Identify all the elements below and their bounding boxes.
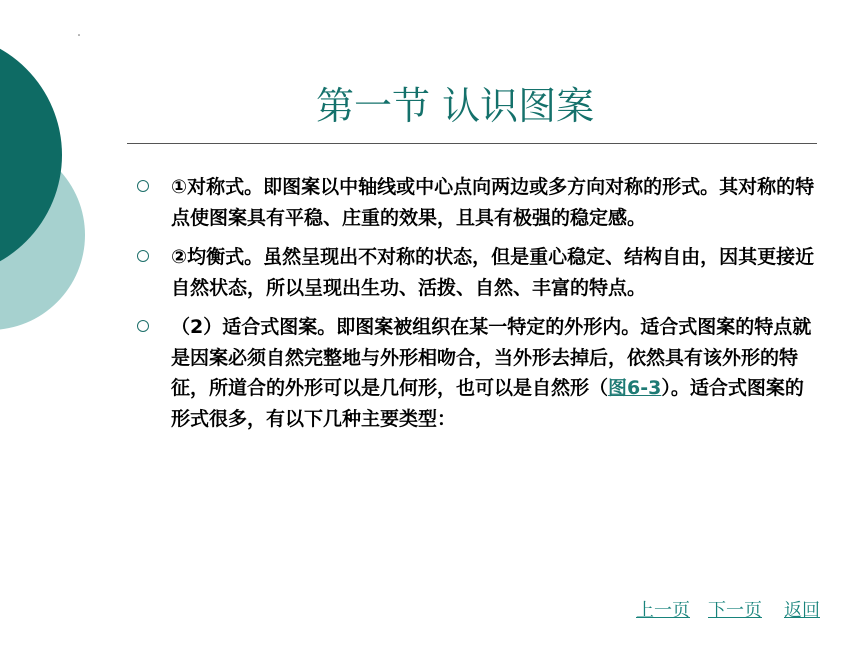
slide-title: 第一节 认识图案 xyxy=(316,84,595,128)
bullet-circle-icon xyxy=(137,250,149,262)
light-teal-circle xyxy=(0,140,85,330)
figure-link[interactable]: 图6-3 xyxy=(608,377,662,399)
bullet-circle-icon xyxy=(137,320,149,332)
bullet-item-symmetric xyxy=(137,172,817,233)
bullet-item-adaptive xyxy=(137,312,817,434)
bullet-list xyxy=(137,172,817,443)
dot-mark xyxy=(78,34,80,36)
bullet-text: ①对称式。即图案以中轴线或中心点向两边或多方向对称的形式。其对称的特点使图案具有平稳、庄重的效果，且具有极强的稳定感。 xyxy=(171,176,815,229)
back-link[interactable]: 返回 xyxy=(784,600,820,621)
bullet-text-before: （2）适合式图案。即图案被组织在某一特定的外形内。适合式图案的特点就是因案必须自然完整地与外形相吻合，当外形去掉后，依然具有该外形的特征，所道合的外形可以是几何形，也可以是自然形（ xyxy=(171,316,812,399)
bullet-text-after: ）。适合式图案的形式很多，有以下几种主要类型： xyxy=(171,377,804,430)
bullet-text: ②均衡式。虽然呈现出不对称的状态，但是重心稳定、结构自由，因其更接近自然状态，所以呈现出生功、活拨、自然、丰富的特点。 xyxy=(171,246,815,299)
slide-navigation xyxy=(636,596,820,622)
title-divider xyxy=(127,143,817,144)
prev-page-link[interactable]: 上一页 xyxy=(636,600,690,621)
next-page-link[interactable]: 下一页 xyxy=(708,600,762,621)
bullet-item-balanced xyxy=(137,242,817,303)
bullet-text xyxy=(171,312,817,434)
decorative-circles xyxy=(0,0,140,400)
dark-teal-circle xyxy=(0,33,62,277)
bullet-circle-icon xyxy=(137,180,149,192)
